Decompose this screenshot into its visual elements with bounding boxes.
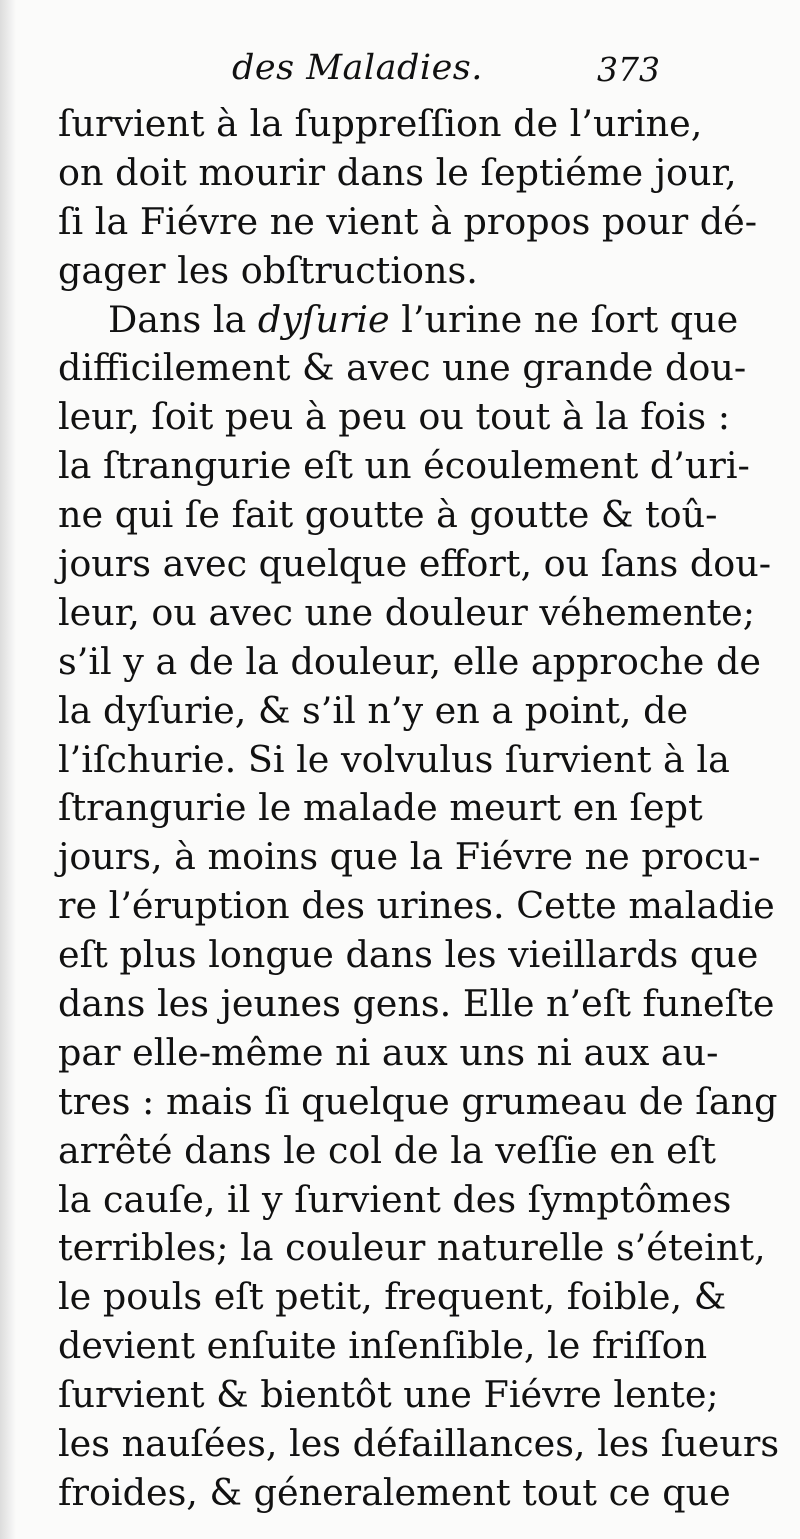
text-line: jours, à moins que la Fiévre ne procu- [58, 835, 761, 879]
text-line: leur, ſoit peu à peu ou tout à la fois : [58, 395, 731, 439]
text-line: eſt plus longue dans les vieillards que [58, 933, 759, 977]
page-number: 373 [597, 50, 660, 89]
text-line: ſurvient & bientôt une Fiévre lente; [58, 1373, 719, 1417]
text-line: ne qui ſe fait goutte à goutte & toû- [58, 493, 718, 537]
text-segment: l’urine ne ſort que [401, 297, 739, 341]
page-edge-shadow [0, 0, 16, 1539]
page-header [0, 48, 800, 108]
text-line: on doit mourir dans le ſeptiéme jour, [58, 150, 737, 194]
text-line: l’iſchurie. Si le volvulus ſurvient à la [58, 737, 730, 781]
text-segment: Dans la [108, 297, 247, 341]
text-line: la dyſurie, & s’il n’y en a point, de [58, 688, 689, 732]
text-line: les nauſées, les défaillances, les ſueurs [58, 1422, 780, 1466]
text-line: le pouls eſt petit, frequent, foible, & [58, 1275, 727, 1319]
text-line: tres : mais ſi quelque grumeau de ſang [58, 1079, 778, 1123]
text-line: froides, & géneralement tout ce que [58, 1470, 731, 1514]
text-line: par elle-même ni aux uns ni aux au- [58, 1030, 719, 1074]
italic-term: dyſurie [257, 297, 390, 341]
text-line: terribles; la couleur naturelle s’éteint, [58, 1226, 766, 1270]
text-line: ſi la Fiévre ne vient à propos pour dé- [58, 199, 758, 243]
text-line: ſurvient à la ſuppreſſion de l’urine, [58, 102, 703, 145]
text-line: la cauſe, il y ſurvient des ſymptômes [58, 1177, 732, 1221]
text-line: gager les obſtructions. [58, 248, 478, 292]
running-title: des Maladies. [232, 48, 483, 88]
text-line: ſtrangurie le malade meurt en ſept [58, 786, 703, 830]
text-line: devient enſuite inſenſible, le friſſon [58, 1324, 708, 1368]
text-line: dans les jeunes gens. Elle n’eſt funeſte [58, 982, 775, 1026]
paragraph-first-line [58, 296, 739, 345]
body-text [58, 100, 780, 1518]
text-line: difficilement & avec une grande dou- [58, 346, 747, 390]
text-line: la ſtrangurie eſt un écoulement d’uri- [58, 444, 750, 488]
text-line: re l’éruption des urines. Cette maladie [58, 884, 775, 928]
text-line: s’il y a de la douleur, elle approche de [58, 639, 761, 683]
text-line: arrêté dans le col de la veſſie en eſt [58, 1128, 716, 1172]
text-line: leur, ou avec une douleur véhemente; [58, 590, 756, 634]
text-line: jours avec quelque effort, ou ſans dou- [58, 542, 772, 586]
